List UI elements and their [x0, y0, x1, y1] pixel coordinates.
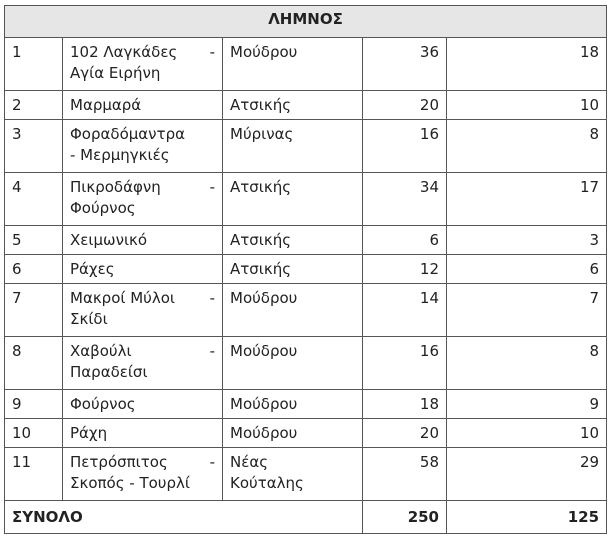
- row-number: 7: [5, 284, 63, 337]
- location-name-line: Χειμωνικό: [70, 231, 148, 249]
- location-name-line: Αγία Ειρήνη: [70, 64, 161, 82]
- value-a: 58: [363, 448, 447, 501]
- table-row: [5, 255, 607, 284]
- municipality: Ατσικής: [223, 226, 363, 255]
- municipality-line: Νέας: [230, 453, 269, 471]
- row-number: 5: [5, 226, 63, 255]
- location-name: [63, 284, 223, 337]
- value-b: 7: [447, 284, 607, 337]
- location-name-line: Χαβούλι -: [70, 342, 215, 360]
- value-b: 9: [447, 390, 607, 419]
- location-name-line: Ράχες: [70, 260, 115, 278]
- location-name-line: Φοραδόμαντρα: [70, 125, 185, 143]
- value-a: 34: [363, 173, 447, 226]
- row-number: 6: [5, 255, 63, 284]
- table-row: [5, 91, 607, 120]
- row-number: 10: [5, 419, 63, 448]
- municipality: Ατσικής: [223, 255, 363, 284]
- value-b: 29: [447, 448, 607, 501]
- row-number: 4: [5, 173, 63, 226]
- location-name-line: Ράχη: [70, 424, 108, 442]
- municipality: Ατσικής: [223, 91, 363, 120]
- value-a: 12: [363, 255, 447, 284]
- total-row: [5, 501, 607, 534]
- row-number: 9: [5, 390, 63, 419]
- value-b: 18: [447, 38, 607, 91]
- table-row: [5, 390, 607, 419]
- value-b: 10: [447, 419, 607, 448]
- location-name: [63, 226, 223, 255]
- location-name-line: - Μερμηγκιές: [70, 146, 170, 164]
- total-value-a: 250: [363, 501, 447, 534]
- value-a: 6: [363, 226, 447, 255]
- municipality: Μούδρου: [223, 390, 363, 419]
- value-b: 6: [447, 255, 607, 284]
- row-number: 8: [5, 337, 63, 390]
- municipality: [223, 448, 363, 501]
- value-b: 8: [447, 120, 607, 173]
- value-b: 17: [447, 173, 607, 226]
- location-name-line: Μακροί Μύλοι -: [70, 289, 215, 307]
- value-b: 8: [447, 337, 607, 390]
- location-name: [63, 120, 223, 173]
- value-a: 20: [363, 91, 447, 120]
- location-name-line: Σκίδι: [70, 310, 108, 328]
- location-name: [63, 173, 223, 226]
- row-number: 11: [5, 448, 63, 501]
- municipality: Μούδρου: [223, 419, 363, 448]
- value-a: 20: [363, 419, 447, 448]
- table-row: [5, 173, 607, 226]
- table-row: [5, 419, 607, 448]
- table-row: [5, 337, 607, 390]
- row-number: 3: [5, 120, 63, 173]
- location-name: [63, 255, 223, 284]
- municipality: Μούδρου: [223, 337, 363, 390]
- total-value-b: 125: [447, 501, 607, 534]
- table-title-row: [5, 6, 607, 38]
- value-a: 18: [363, 390, 447, 419]
- table-row: [5, 284, 607, 337]
- row-number: 1: [5, 38, 63, 91]
- municipality: Μούδρου: [223, 284, 363, 337]
- row-number: 2: [5, 91, 63, 120]
- location-name: [63, 390, 223, 419]
- location-name-line: Φούρνος: [70, 395, 136, 413]
- location-name-line: Φούρνος: [70, 199, 136, 217]
- municipality: Μύρινας: [223, 120, 363, 173]
- municipality-line: Κούταλης: [230, 474, 304, 492]
- municipality: Μούδρου: [223, 38, 363, 91]
- table-row: [5, 226, 607, 255]
- value-b: 3: [447, 226, 607, 255]
- location-name-line: Πετρόσπιτος -: [70, 453, 215, 471]
- location-name: [63, 38, 223, 91]
- table-title: ΛΗΜΝΟΣ: [5, 6, 607, 38]
- table-row: [5, 120, 607, 173]
- location-name: [63, 419, 223, 448]
- value-b: 10: [447, 91, 607, 120]
- location-name-line: Μαρμαρά: [70, 96, 142, 114]
- table-row: [5, 38, 607, 91]
- municipality: Ατσικής: [223, 173, 363, 226]
- value-a: 16: [363, 337, 447, 390]
- location-name-line: Σκοπός - Τουρλί: [70, 474, 190, 492]
- lemnos-table: [4, 5, 607, 534]
- value-a: 14: [363, 284, 447, 337]
- table-row: [5, 448, 607, 501]
- location-name-line: Πικροδάφνη -: [70, 178, 215, 196]
- table-body: [5, 6, 607, 534]
- value-a: 36: [363, 38, 447, 91]
- location-name-line: Παραδείσι: [70, 363, 148, 381]
- location-name: [63, 91, 223, 120]
- location-name: [63, 448, 223, 501]
- location-name: [63, 337, 223, 390]
- value-a: 16: [363, 120, 447, 173]
- location-name-line: 102 Λαγκάδες -: [70, 43, 215, 61]
- total-label: ΣΥΝΟΛΟ: [5, 501, 363, 534]
